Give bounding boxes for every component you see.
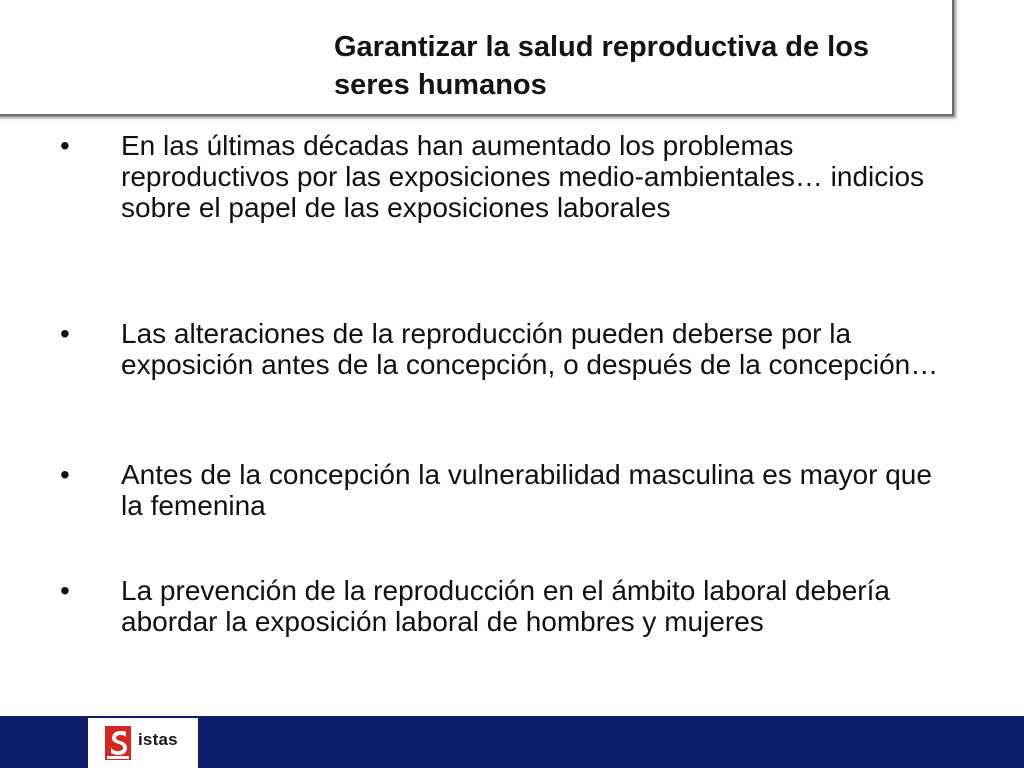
istas-ccoo-logo-icon xyxy=(105,726,131,760)
bullet-text: La prevención de la reproducción en el ámbito laboral debería abordar la exposición laboral de hombres y mujeres xyxy=(121,575,890,637)
bullet-text: Antes de la concepción la vulnerabilidad masculina es mayor que la femenina xyxy=(121,459,932,521)
bullet-marker: • xyxy=(60,130,70,161)
bullet-marker: • xyxy=(60,575,70,606)
bullet-marker: • xyxy=(60,459,70,490)
bullet-text: En las últimas décadas han aumentado los problemas reproductivos por las exposiciones medio-ambientales… indicios sobre el papel de las exposiciones laborales xyxy=(121,130,925,223)
bullet-marker: • xyxy=(60,318,70,349)
slide-title: Garantizar la salud reproductiva de los seres humanos xyxy=(334,31,870,101)
bullet-text: Las alteraciones de la reproducción pueden deberse por la exposición antes de la concepción, o después de la concepción… xyxy=(121,318,939,380)
footer-logo xyxy=(88,718,198,768)
logo-text: istas xyxy=(138,730,178,749)
